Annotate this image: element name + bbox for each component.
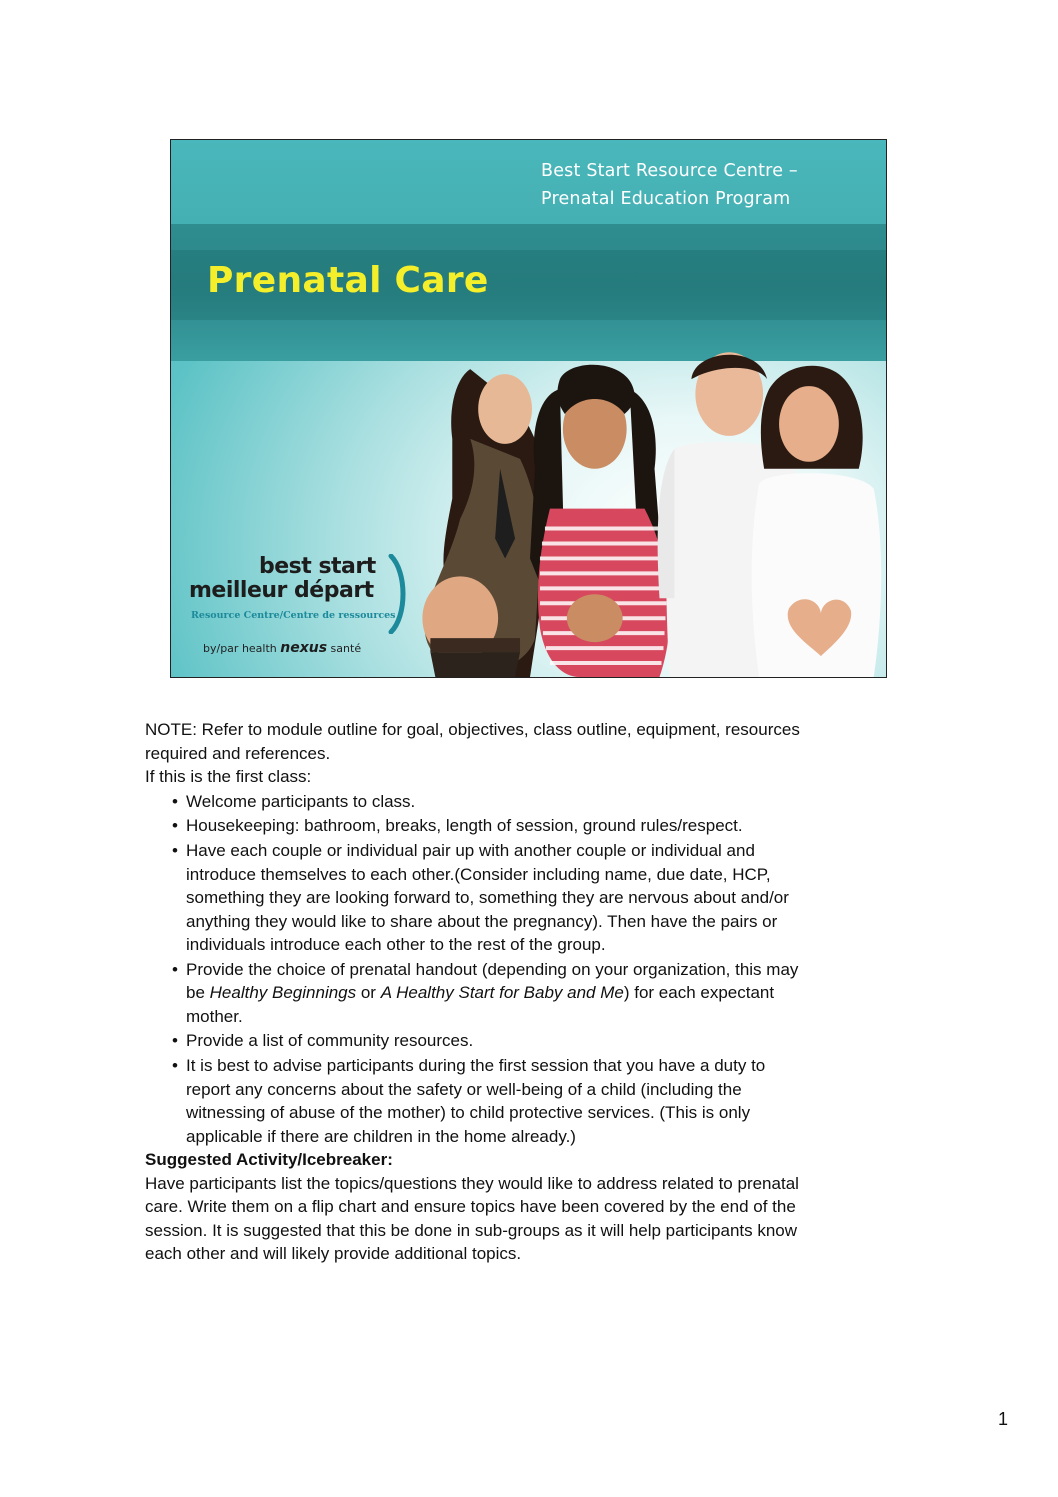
bullet-item [145, 814, 915, 838]
logo-nexus-brand: nexus [280, 640, 328, 656]
activity-heading: Suggested Activity/Icebreaker: [145, 1150, 393, 1170]
bullet-line: Provide the choice of prenatal handout (depending on your organization, this may [186, 959, 799, 979]
bullet-item [145, 1054, 915, 1148]
bullet-line: Housekeeping: bathroom, breaks, length of session, ground rules/respect. [186, 816, 743, 836]
logo-line-best-start: best start [259, 554, 376, 579]
logo-bracket-icon [385, 554, 415, 634]
bullet-icon: • [172, 1031, 178, 1051]
activity-line: session. It is suggested that this be done in sub-groups as it will help participants know [145, 1220, 798, 1240]
bullet-item [145, 1029, 915, 1053]
logo-line-health-nexus [203, 640, 361, 656]
slide-image [170, 139, 887, 678]
bullet-icon: • [172, 816, 178, 836]
notes-intro-line2: required and references. [145, 743, 331, 763]
activity-line: care. Write them on a flip chart and ensure topics have been covered by the end of the [145, 1197, 796, 1217]
logo-by-par: by/par health [203, 642, 281, 655]
best-start-logo [189, 554, 404, 664]
bullet-line: anything they would like to share about the pregnancy). Then have the pairs or [186, 911, 778, 931]
logo-line-meilleur-depart: meilleur départ [189, 578, 374, 603]
slide-title: Prenatal Care [207, 260, 489, 301]
bullet-item [145, 839, 915, 957]
bullet-icon: • [172, 841, 178, 861]
bullet-icon: • [172, 959, 178, 979]
bullet-item [145, 958, 915, 1029]
bullet-line: It is best to advise participants during the first session that you have a duty to [186, 1056, 766, 1076]
slide-subtitle-line2: Prenatal Education Program [541, 189, 791, 209]
person-woman-striped-top [530, 365, 670, 677]
bullet-line: Provide a list of community resources. [186, 1031, 474, 1051]
person-woman-white-blouse [752, 366, 882, 677]
notes-intro-line3: If this is the first class: [145, 767, 312, 786]
handout-title-healthy-beginnings: Healthy Beginnings [209, 983, 357, 1003]
notes-bullet-list [145, 790, 915, 1148]
notes-intro-line1: NOTE: Refer to module outline for goal, objectives, class outline, equipment, resources [145, 720, 800, 739]
page-number: 1 [998, 1409, 1009, 1429]
bullet-line: individuals introduce each other to the rest of the group. [186, 935, 606, 955]
logo-line-resource-centre: Resource Centre/Centre de ressources [191, 610, 396, 621]
bullet-text: or [356, 983, 381, 1003]
activity-line: each other and will likely provide additional topics. [145, 1244, 522, 1264]
bullet-text: ) for each expectant [623, 983, 775, 1003]
bullet-line: Have each couple or individual pair up with another couple or individual and [186, 841, 755, 861]
activity-line: Have participants list the topics/questions they would like to address related to prenatal [145, 1173, 799, 1193]
handout-title-healthy-start: A Healthy Start for Baby and Me [380, 983, 624, 1003]
bullet-line [186, 981, 915, 1005]
logo-sante: santé [327, 642, 362, 655]
speaker-notes [145, 718, 915, 1266]
bullet-line: report any concerns about the safety or well-being of a child (including the [186, 1079, 742, 1099]
bullet-icon: • [172, 791, 178, 811]
bullet-icon: • [172, 1056, 178, 1076]
bullet-item [145, 790, 915, 814]
person-woman-brown-top [422, 369, 550, 677]
bullet-text: be [186, 983, 210, 1003]
bullet-line: something they are looking forward to, something they are nervous about and/or [186, 888, 789, 908]
bullet-line: introduce themselves to each other.(Consider including name, due date, HCP, [186, 864, 771, 884]
slide-subtitle-line1: Best Start Resource Centre – [541, 161, 798, 181]
bullet-line: Welcome participants to class. [186, 791, 416, 811]
bullet-line: mother. [186, 1006, 243, 1026]
bullet-line: witnessing of abuse of the mother) to child protective services. (This is only [186, 1103, 751, 1123]
bullet-line: applicable if there are children in the home already.) [186, 1126, 576, 1146]
